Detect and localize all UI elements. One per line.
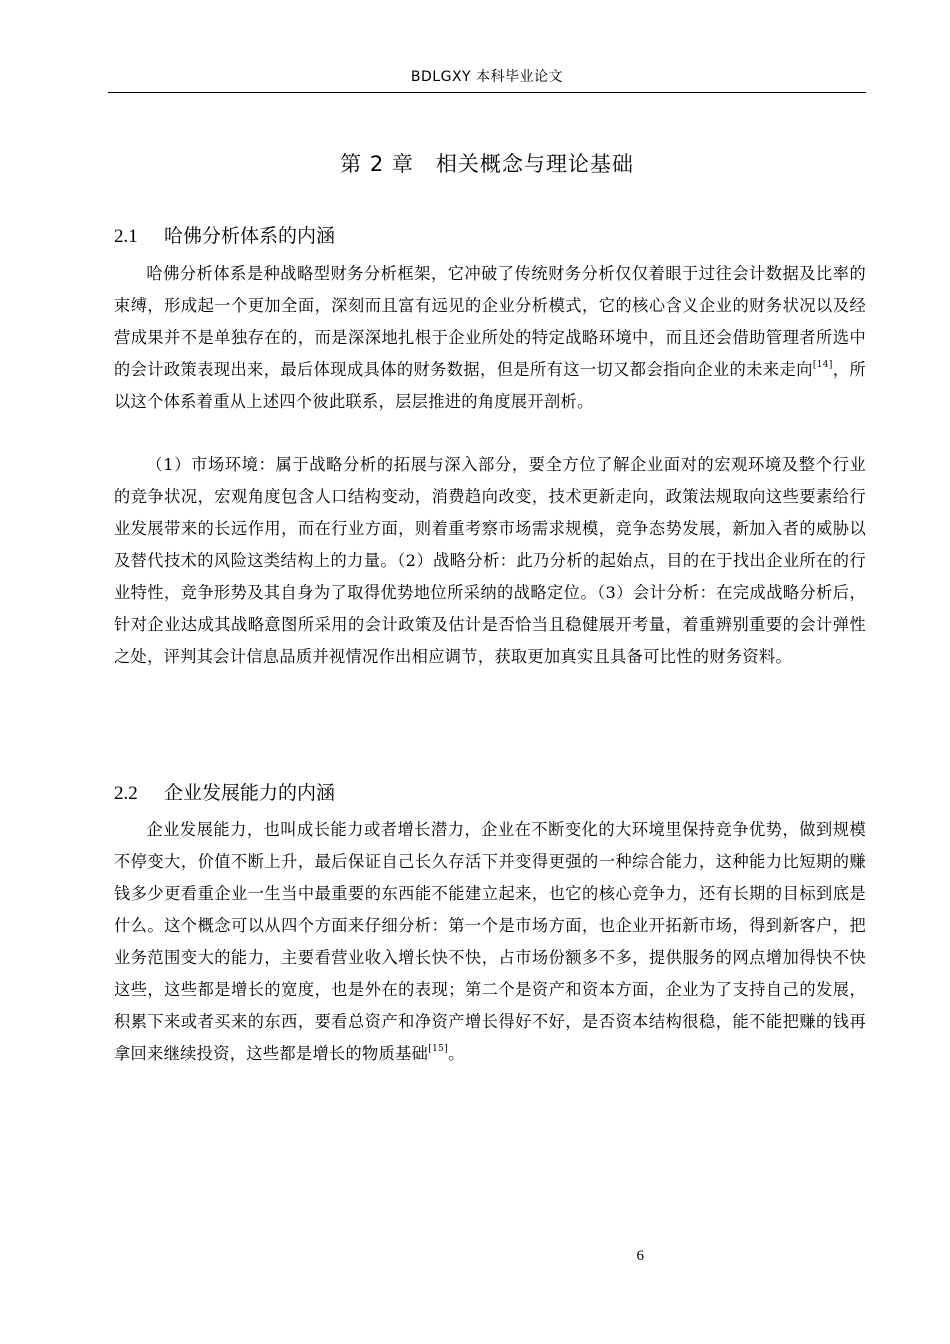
paragraph-text: 哈佛分析体系是种战略型财务分析框架，它冲破了传统财务分析仅仅着眼于过往会计数据及比率的束缚，形成起一个更加全面，深刻而且富有远见的企业分析模式，它的核心含义企业的财务状况以及经营成果并不是单独存在的，而是深深地扎根于企业所处的特定战略环境中，而且还会借助管理者所选中的会计政策表现出来，最后体现成具体的财务数据，但是所有这一切又都会指向企业的未来走向 (114, 264, 866, 379)
paragraph-text: 企业发展能力，也叫成长能力或者增长潜力，企业在不断变化的大环境里保持竞争优势，做到规模不停变大，价值不断上升，最后保证自己长久存活下并变得更强的一种综合能力，这种能力比短期的赚钱多少更看重企业一生当中最重要的东西能不能建立起来，也它的核心竞争力，还有长期的目标到底是什么。这个概念可以从四个方面来仔细分析：第一个是市场方面，也企业开拓新市场，得到新客户，把业务范围变大的能力，主要看营业收入增长快不快，占市场份额多不多，提供服务的网点增加得快不快这些，这些都是增长的宽度，也是外在的表现；第二个是资产和资本方面，企业为了支持自己的发展，积累下来或者买来的东西，要看总资产和净资产增长得好不好，是否资本结构很稳，能不能把赚的钱再拿回来继续投资，这些都是增长的物质基础 (114, 820, 866, 1063)
paragraph-text: （1）市场环境：属于战略分析的拓展与深入部分，要全方位了解企业面对的宏观环境及整个行业的竞争状况，宏观角度包含人口结构变动，消费趋向改变，技术更新走向，政策法规取向这些要素给行业发展带来的长远作用，而在行业方面，则着重考察市场需求规模，竞争态势发展，新加入者的威胁以及替代技术的风险这类结构上的力量。（2）战略分析：此乃分析的起始点，目的在于找出企业所在的行业特性，竞争形势及其自身为了取得优势地位所采纳的战略定位。（3）会计分析：在完成战略分析后，针对企业达成其战略意图所采用的会计政策及估计是否恰当且稳健展开考量，着重辨别重要的会计弹性之处，评判其会计信息品质并视情况作出相应调节，获取更加真实且具备可比性的财务资料。 (114, 455, 866, 666)
section-number: 2.1 (114, 226, 138, 247)
section-heading-2-1 (114, 221, 335, 248)
page-number: 6 (636, 1248, 644, 1264)
paragraph (114, 258, 866, 418)
citation-marker: [15] (428, 1044, 449, 1054)
paragraph (114, 814, 866, 1070)
header-rule (108, 92, 866, 93)
paragraph-text-tail: 。 (448, 1044, 465, 1063)
paragraph (114, 449, 866, 673)
citation-marker: [14] (812, 360, 833, 370)
section-number: 2.2 (114, 783, 138, 804)
section-title: 哈佛分析体系的内涵 (164, 225, 336, 247)
section-title: 企业发展能力的内涵 (164, 782, 336, 804)
paragraph-text-tail: ，所以这个体系着重从上述四个彼此联系，层层推进的角度展开剖析。 (114, 360, 866, 411)
chapter-title: 第 2 章 相关概念与理论基础 (340, 152, 634, 176)
running-header: BDLGXY 本科毕业论文 (410, 69, 564, 85)
section-heading-2-2 (114, 778, 335, 805)
